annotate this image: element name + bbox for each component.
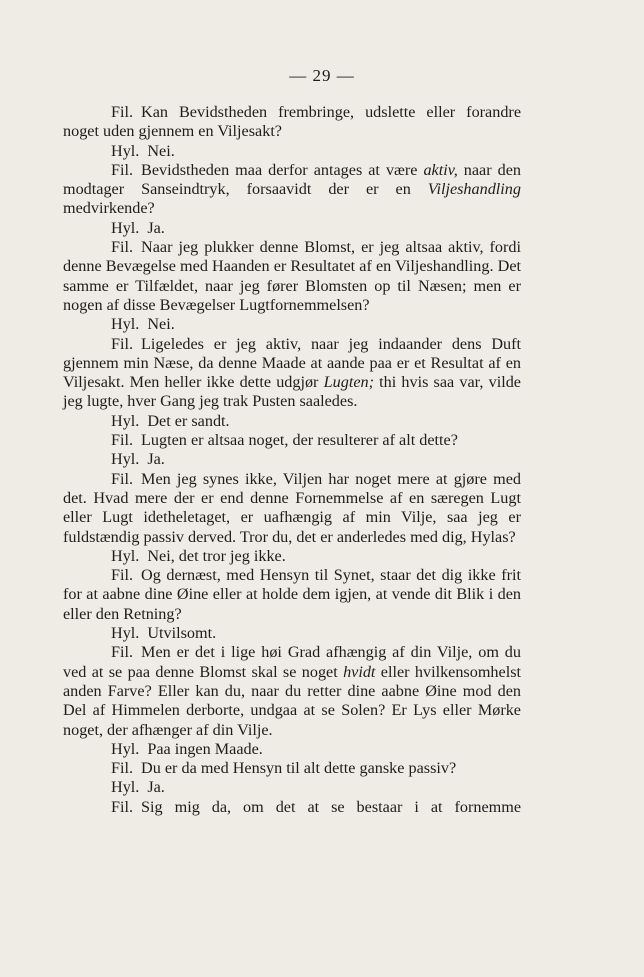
speaker-label: Hyl. bbox=[111, 739, 140, 758]
paragraph-text: Ligeledes er jeg aktiv, naar jeg indaander dens Duft gjennem min Næse, da denne Maade at aande paa er et Resultat af en Viljesakt. Men heller ikke dette udgjør bbox=[63, 334, 521, 392]
speaker-label: Fil. bbox=[111, 643, 134, 662]
dialogue-paragraph bbox=[63, 798, 521, 817]
paragraph-text: thi hvis saa var, vilde jeg lugte, hver Gang jeg trak Pusten saaledes. bbox=[63, 373, 521, 411]
speaker-label: Fil. bbox=[111, 431, 134, 450]
emphasized-text: Viljeshandling bbox=[427, 180, 521, 199]
paragraph-text: Men jeg synes ikke, Viljen har noget mere at gjøre med det. Hvad mere der er end denne Fornemmelse af en særegen Lugt eller Lugt idetheletaget, er uafhængig af min Vilje, saa jeg er fuldstændig passiv derved. Tror du, det er anderledes med dig, Hylas? bbox=[63, 469, 521, 546]
dialogue-paragraph bbox=[63, 412, 521, 431]
dialogue-paragraph bbox=[63, 431, 521, 450]
paragraph-text: Og dernæst, med Hensyn til Synet, staar det dig ikke frit for at aabne dine Øine eller at holde dem igjen, at vende dit Blik i den eller den Retning? bbox=[63, 566, 521, 623]
paragraph-text: Sig mig da, om det at se bestaar i at fornemme bbox=[141, 797, 521, 816]
speaker-label: Fil. bbox=[111, 103, 134, 121]
dialogue-paragraph bbox=[63, 103, 521, 142]
dialogue-paragraph bbox=[63, 778, 521, 797]
speaker-label: Hyl. bbox=[111, 218, 140, 237]
dialogue-paragraph bbox=[63, 315, 521, 334]
speaker-label: Hyl. bbox=[111, 450, 140, 469]
dialogue-paragraph bbox=[63, 142, 521, 161]
paragraph-text: Du er da med Hensyn til alt dette ganske passiv? bbox=[141, 759, 457, 778]
emphasized-text: Lugten; bbox=[323, 373, 374, 392]
paragraph-text: medvirkende? bbox=[63, 199, 155, 218]
speaker-label: Fil. bbox=[111, 469, 134, 488]
speaker-label: Fil. bbox=[111, 160, 134, 179]
dialogue-paragraph bbox=[63, 470, 521, 547]
speaker-label: Fil. bbox=[111, 797, 134, 816]
paragraph-text: eller hvilkensomhelst anden Farve? Eller kan du, naar du retter dine aabne Øine mod den Del af Himmelen derborte, undgaa at se Solen? Er Lys eller Mørke noget, der afhænger af din Vilje. bbox=[63, 662, 521, 739]
paragraph-text: Men er det i lige høi Grad afhængig af din Vilje, om du ved at se paa denne Blomst skal se noget bbox=[63, 643, 521, 681]
dialogue-paragraph bbox=[63, 219, 521, 238]
paragraph-text: Det er sandt. bbox=[147, 411, 230, 430]
dialogue-paragraph bbox=[63, 643, 521, 739]
speaker-label: Hyl. bbox=[111, 315, 140, 334]
paragraph-text: Kan Bevidstheden frembringe, udslette eller forandre noget uden gjennem en Viljesakt? bbox=[63, 103, 521, 141]
dialogue-paragraph bbox=[63, 450, 521, 469]
dialogue-paragraph bbox=[63, 238, 521, 315]
paragraph-text: Naar jeg plukker denne Blomst, er jeg altsaa aktiv, fordi denne Bevægelse med Haanden er Resultatet af en Viljeshandling. Det samme er Tilfældet, naar jeg fører Blomsten op til Næsen; men er nogen af disse Bevægelser Lugtfornemmelsen? bbox=[63, 238, 521, 314]
speaker-label: Hyl. bbox=[111, 624, 140, 643]
speaker-label: Hyl. bbox=[111, 411, 140, 430]
emphasized-text: hvidt bbox=[343, 662, 376, 681]
paragraph-text: Ja. bbox=[147, 218, 165, 237]
paragraph-text: Bevidstheden maa derfor antages at være bbox=[141, 160, 424, 179]
paragraph-text: Paa ingen Maade. bbox=[147, 739, 263, 758]
speaker-label: Hyl. bbox=[111, 141, 140, 160]
speaker-label: Fil. bbox=[111, 238, 134, 257]
dialogue-paragraph bbox=[63, 740, 521, 759]
dialogue-paragraph bbox=[63, 547, 521, 566]
dialogue-paragraph bbox=[63, 566, 521, 624]
paragraph-text: Nei. bbox=[147, 315, 175, 334]
emphasized-text: aktiv, bbox=[423, 160, 458, 179]
dialogue-text bbox=[63, 103, 521, 817]
paragraph-text: Ja. bbox=[147, 778, 165, 797]
speaker-label: Fil. bbox=[111, 566, 134, 585]
paragraph-text: Utvilsomt. bbox=[147, 624, 217, 643]
speaker-label: Hyl. bbox=[111, 778, 140, 797]
speaker-label: Hyl. bbox=[111, 546, 140, 565]
paragraph-text: naar den modtager Sanseindtryk, forsaavidt der er en bbox=[63, 160, 521, 199]
paragraph-text: Lugten er altsaa noget, der resulterer af alt dette? bbox=[141, 431, 458, 450]
dialogue-paragraph bbox=[63, 335, 521, 412]
paragraph-text: Nei, det tror jeg ikke. bbox=[147, 546, 286, 565]
dialogue-paragraph bbox=[63, 759, 521, 778]
paragraph-text: Nei. bbox=[147, 141, 175, 160]
paragraph-text: Ja. bbox=[147, 450, 165, 469]
page-number: — 29 — bbox=[289, 66, 355, 85]
dialogue-paragraph bbox=[63, 161, 521, 219]
speaker-label: Fil. bbox=[111, 334, 134, 353]
dialogue-paragraph bbox=[63, 624, 521, 643]
speaker-label: Fil. bbox=[111, 759, 134, 778]
